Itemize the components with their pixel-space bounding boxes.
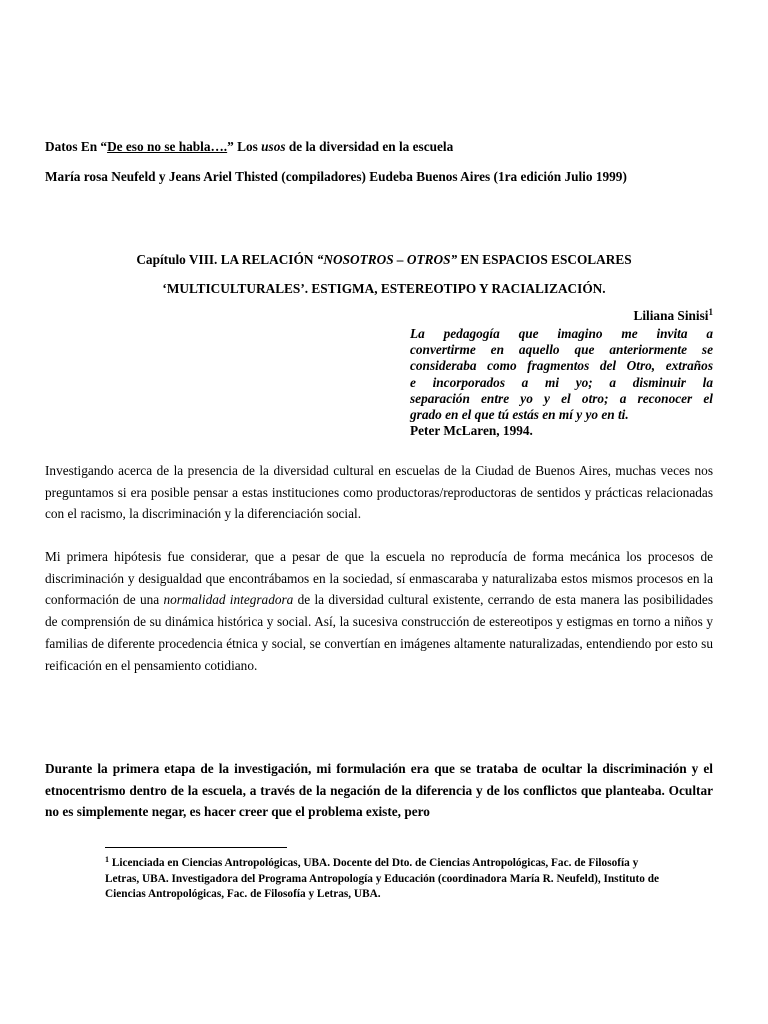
para2-text-a: Mi primera hipótesis fue considerar, que a pesar de que la escuela no reproducía de forma mecánica los procesos de discriminación y desigualdad que encontrábamos en la sociedad, sí enmascaraba y naturalizaba estos mismos procesos en la conformación de una xyxy=(45,549,713,608)
para2-italic: normalidad integradora xyxy=(163,592,294,608)
chapter-prefix: Capítulo VIII. LA RELACIÓN xyxy=(136,252,317,267)
body-paragraph-1: Investigando acerca de la presencia de la diversidad cultural en escuelas de la Ciudad de Buenos Aires, muchas veces nos preguntamos si era posible pensar a estas instituciones como productoras/reproductoras de sentidos y prácticas relacionadas con el racismo, la discriminación y la diferenciación social. xyxy=(45,463,713,522)
epigraph-line: separación entre yo y el otro; a reconocer el xyxy=(410,390,713,406)
epigraph-line: La pedagogía que imagino me invita a xyxy=(410,326,713,341)
para2-text-b: de la diversidad cultural existente, cerrando de esta manera las posibilidades de comprensión de su dinámica histórica y social. Así, la sucesiva construcción de estereotipos y estigmas en torno a niños y familias de diferente procedencia étnica y social, se convertían en imágenes altamente naturalizadas, entendiendo por esto su reificación en el pensamiento cotidiano. xyxy=(45,592,713,673)
body-paragraph-3: Durante la primera etapa de la investigación, mi formulación era que se trataba de ocultar la discriminación y el etnocentrismo dentro de la escuela, a través de la negación de la diferencia y de los conflictos que planteaba. Ocultar no es simplemente negar, es hacer creer que el problema existe, pero xyxy=(45,761,713,820)
chapter-italic: “NOSOTROS – OTROS” xyxy=(316,252,458,267)
compilers-line: María rosa Neufeld y Jeans Ariel Thisted (compiladores) Eudeba Buenos Aires (1ra edición Julio 1999) xyxy=(45,169,627,184)
epigraph-line: e incorporados a mi yo; a disminuir la xyxy=(410,374,713,390)
chapter-suffix: EN ESPACIOS ESCOLARES xyxy=(457,252,632,267)
epigraph xyxy=(410,326,713,439)
epigraph-line: grado en el que tú estás en mí y yo en ti. xyxy=(410,407,629,423)
epigraph-line: convertirme en aquello que anteriormente se xyxy=(410,342,713,358)
author-name xyxy=(633,307,713,324)
author-name-text: Liliana Sinisi xyxy=(633,308,709,323)
source-italic-word: usos xyxy=(261,139,286,154)
epigraph-line: consideraba como fragmentos del Otro, extraños xyxy=(410,358,713,374)
book-title: De eso no se habla…. xyxy=(107,139,228,154)
chapter-title-line1 xyxy=(0,252,768,268)
source-mid: ” Los xyxy=(227,139,262,154)
body-paragraph-2 xyxy=(45,546,713,676)
source-suffix: de la diversidad en la escuela xyxy=(285,139,454,154)
chapter-title-line2: ‘MULTICULTURALES’. ESTIGMA, ESTEREOTIPO Y RACIALIZACIÓN. xyxy=(162,281,606,296)
source-citation xyxy=(45,139,453,155)
footnote-rule xyxy=(105,847,287,848)
footnote xyxy=(105,852,675,903)
footnote-mark: 1 xyxy=(105,855,109,864)
footnote-text: Licenciada en Ciencias Antropológicas, UBA. Docente del Dto. de Ciencias Antropológicas, Fac. de Filosofía y Letras, UBA. Investigadora del Programa Antropología y Educación (coordinadora María R. Neufeld), Instituto de Ciencias Antropológicas, Fac. de Filosofía y Letras, UBA. xyxy=(105,857,660,900)
author-footnote-mark: 1 xyxy=(708,307,713,317)
source-prefix: Datos En “ xyxy=(45,139,108,154)
epigraph-attribution: Peter McLaren, 1994. xyxy=(410,423,533,439)
